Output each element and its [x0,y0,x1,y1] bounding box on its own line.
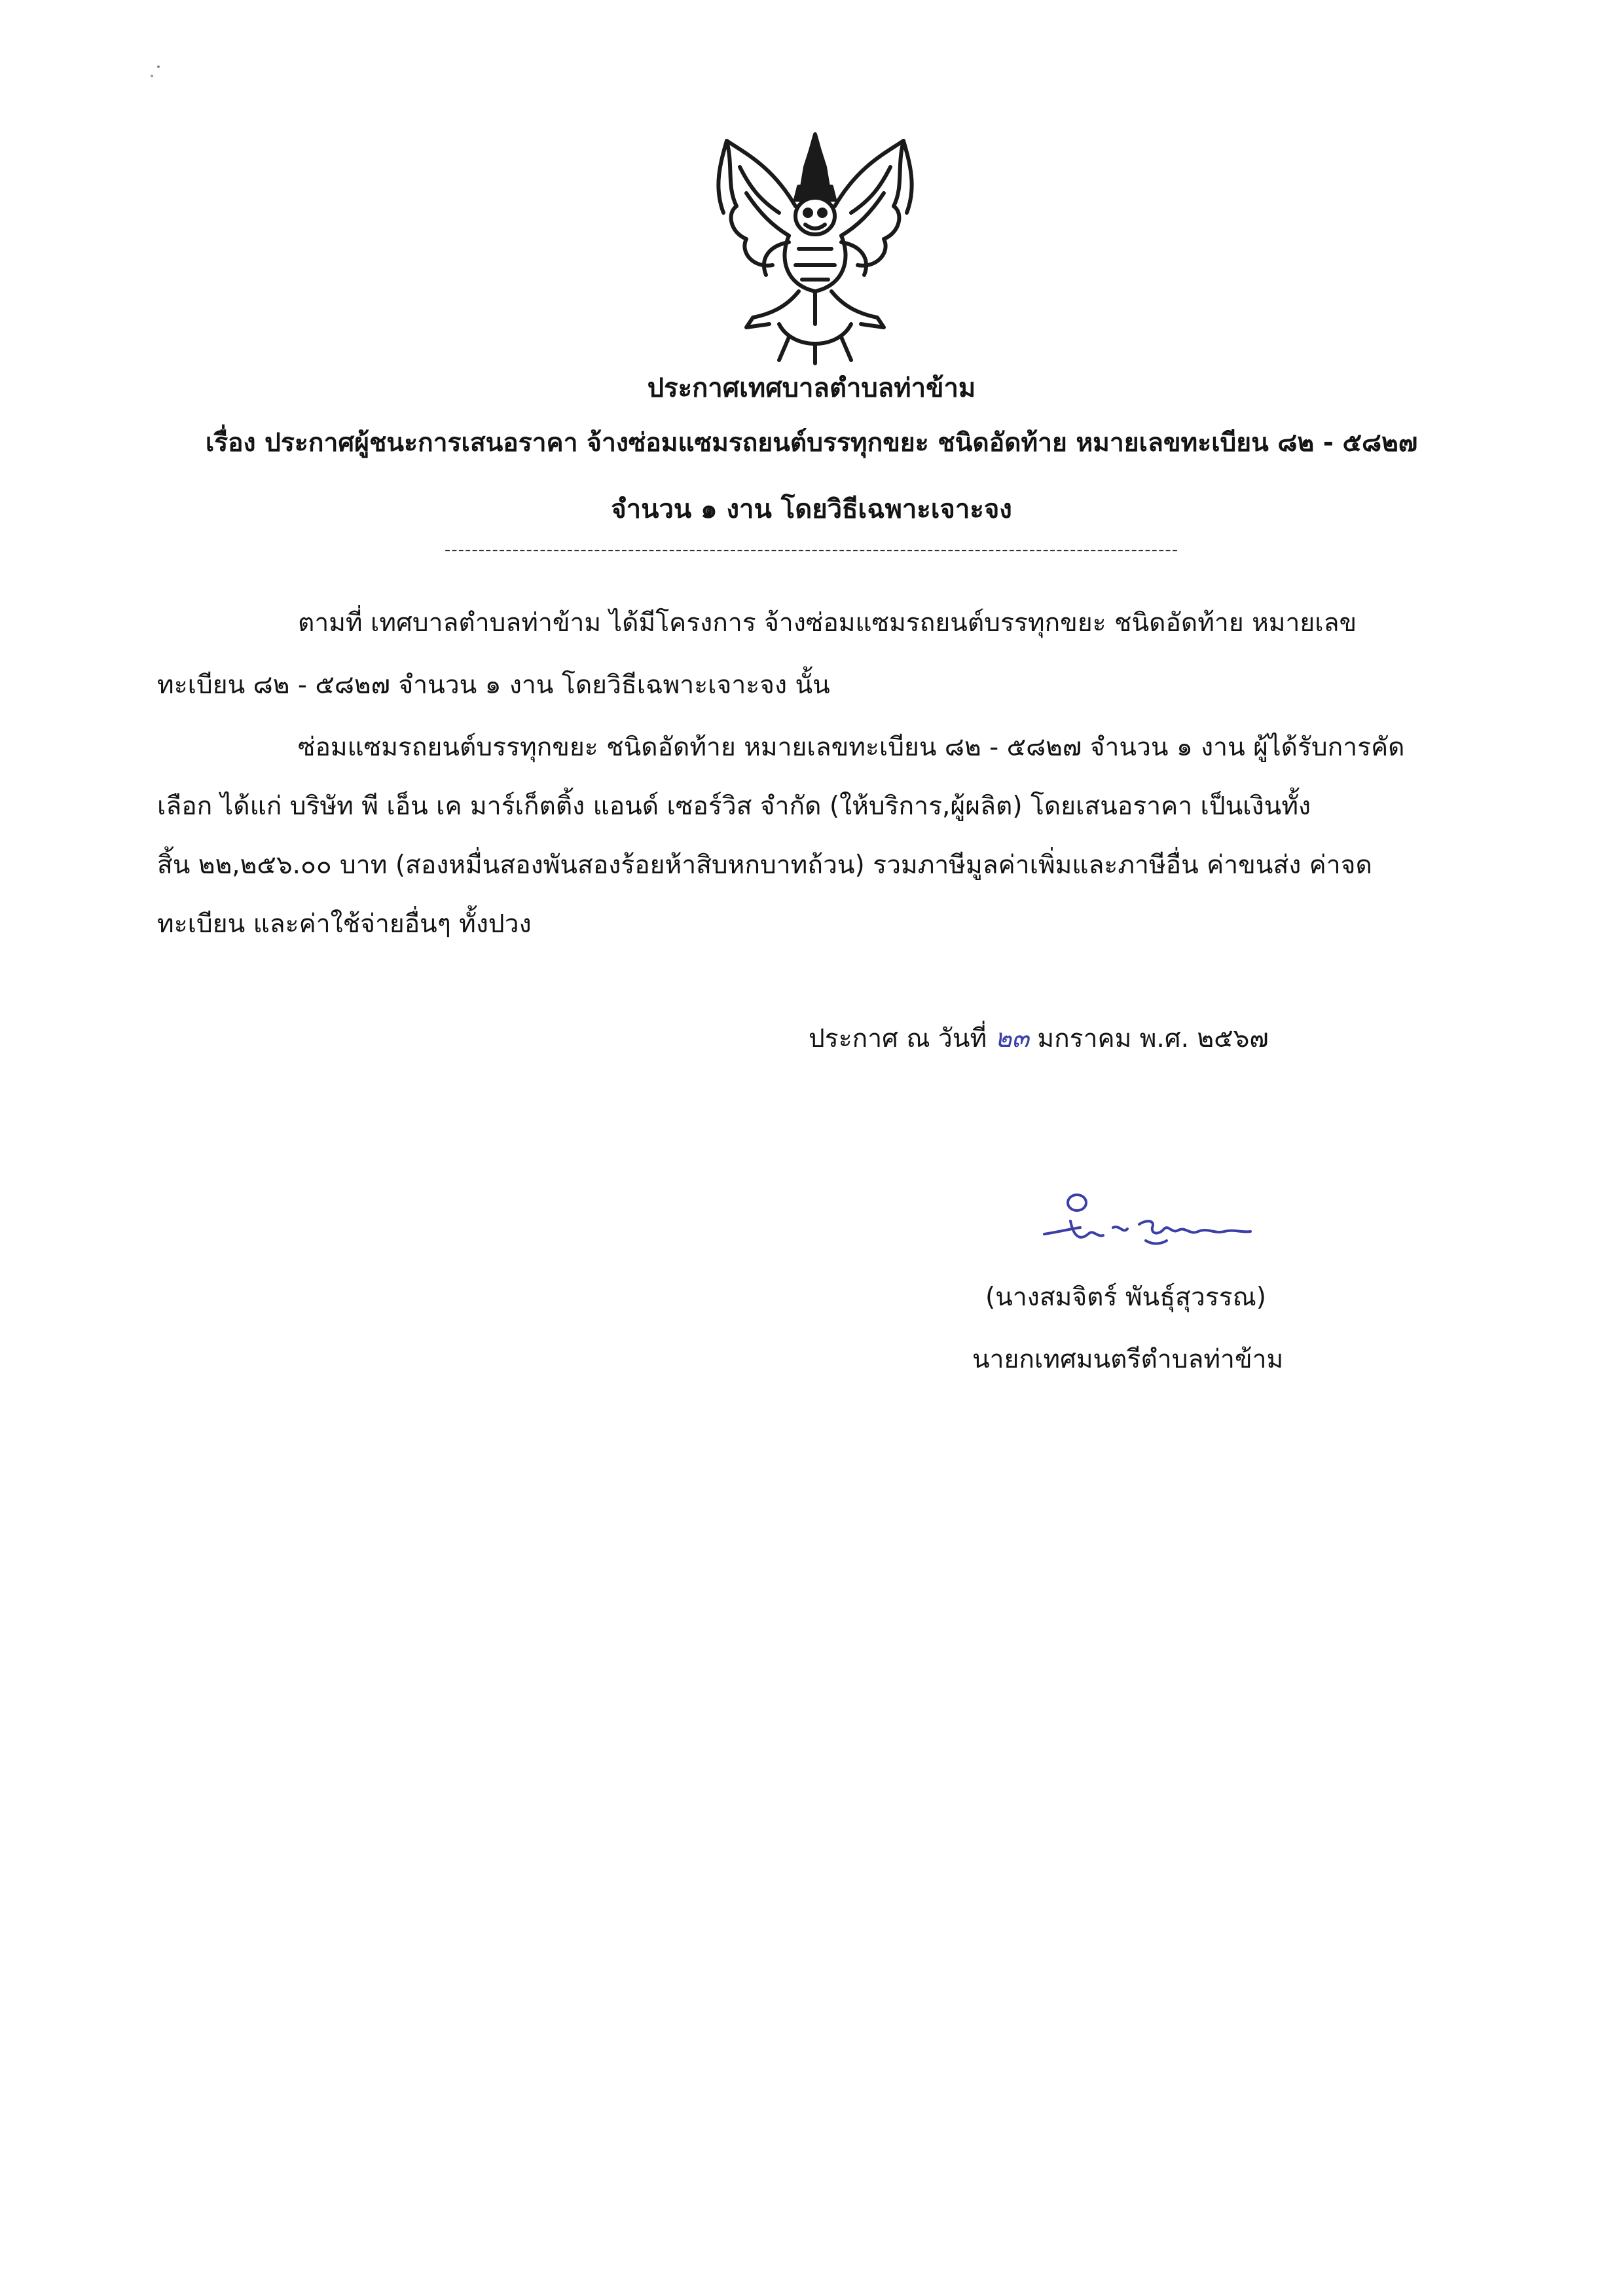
announcement-date [809,1018,1269,1059]
paragraph-2-line-1: ซ่อมแซมรถยนต์บรรทุกขยะ ชนิดอัดท้าย หมายเลขทะเบียน ๘๒ - ๕๘๒๗ จำนวน ๑ งาน ผู้ได้รับการคัด [298,733,1405,762]
date-day-handwritten: ๒๓ [994,1024,1029,1053]
signatory-position: นายกเทศมนตรีตำบลท่าข้าม [972,1345,1284,1374]
separator-line: ------------------------------------------------------------------------------------------------------------ [444,540,1179,560]
signature-icon [1041,1188,1257,1250]
subject-line-1: เรื่อง ประกาศผู้ชนะการเสนอราคา จ้างซ่อมแซมรถยนต์บรรทุกขยะ ชนิดอัดท้าย หมายเลขทะเบียน ๘๒ - ๕๘๒๗ [205,428,1418,458]
paragraph-1-line-1: ตามที่ เทศบาลตำบลท่าข้าม ได้มีโครงการ จ้างซ่อมแซมรถยนต์บรรทุกขยะ ชนิดอัดท้าย หมายเลข [298,608,1357,638]
paragraph-2-line-4: ทะเบียน และค่าใช้จ่ายอื่นๆ ทั้งปวง [157,909,532,939]
signatory-name: (นางสมจิตร์ พันธุ์สุวรรณ) [985,1283,1267,1312]
paragraph-1-line-2: ทะเบียน ๘๒ - ๕๘๒๗ จำนวน ๑ งาน โดยวิธีเฉพาะเจาะจง นั้น [157,670,830,700]
garuda-emblem-icon [707,128,923,367]
announcement-title: ประกาศเทศบาลตำบลท่าข้าม [647,373,976,403]
subject-line-2: จำนวน ๑ งาน โดยวิธีเฉพาะเจาะจง [611,494,1012,524]
date-month-year: มกราคม พ.ศ. ๒๕๖๗ [1037,1024,1269,1053]
scan-specks [131,52,183,144]
date-prefix: ประกาศ ณ วันที่ [809,1024,987,1053]
paragraph-2-line-2: เลือก ได้แก่ บริษัท พี เอ็น เค มาร์เก็ตติ้ง แอนด์ เซอร์วิส จำกัด (ให้บริการ,ผู้ผลิต) โดยเสนอราคา เป็นเงินทั้ง [157,792,1311,821]
paragraph-2-line-3: สิ้น ๒๒,๒๕๖.๐๐ บาท (สองหมื่นสองพันสองร้อยห้าสิบหกบาทถ้วน) รวมภาษีมูลค่าเพิ่มและภาษีอื่น ค่าขนส่ง ค่าจด [157,850,1372,880]
